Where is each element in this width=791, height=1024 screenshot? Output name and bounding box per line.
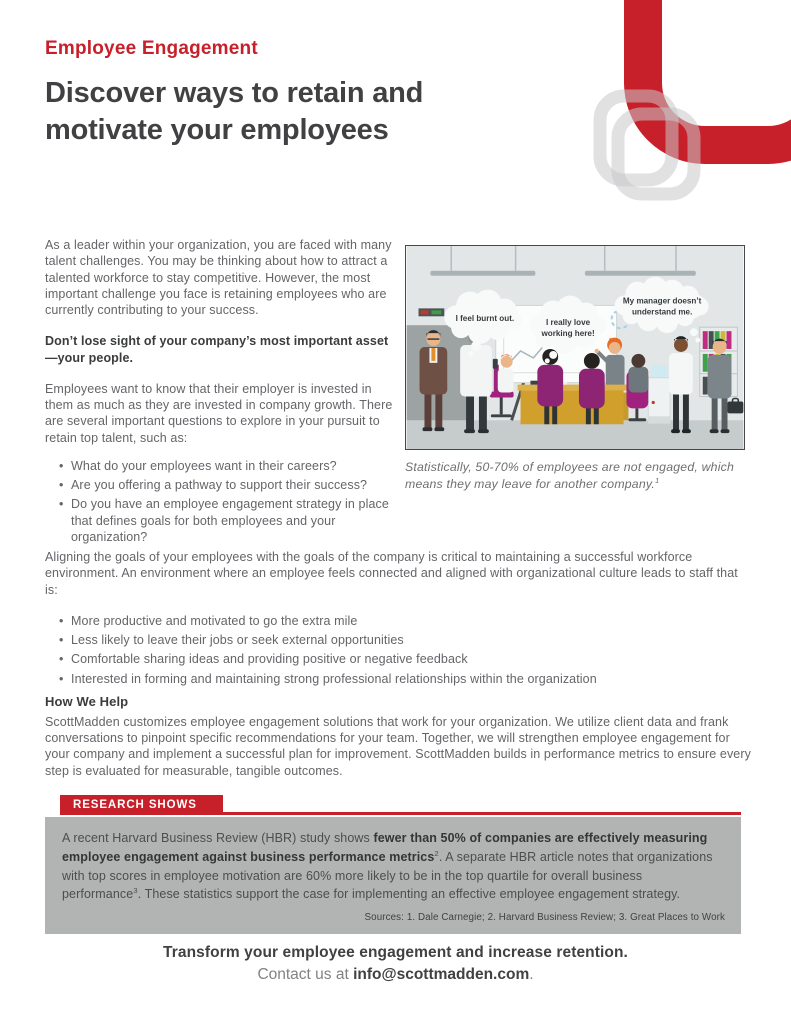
- office-figure: [405, 245, 745, 494]
- intro-column: [45, 237, 395, 548]
- how-we-help-section: [45, 694, 751, 779]
- page-title: Discover ways to retain and motivate your employees: [45, 77, 424, 146]
- bubble-text-3-line2: understand me.: [631, 307, 693, 317]
- light-fixture-right: [585, 271, 696, 276]
- list-item: • Interested in forming and maintaining strong professional relationships within the organization: [71, 671, 749, 687]
- eyebrow-heading: Employee Engagement: [45, 38, 258, 59]
- footnote-3: 3: [133, 886, 138, 896]
- bubble-text-2-line1: I really love: [545, 318, 591, 328]
- list-item: • Less likely to leave their jobs or seek external opportunities: [71, 632, 749, 648]
- brand-corner-shapes: [541, 0, 791, 235]
- how-we-help-paragraph: ScottMadden customizes employee engagement solutions that work for your organization. We utilize client data and frank conversations to pinpoint specific recommendations for your team. Together, we will strengthen employee engagement for your company and implement a successful plan for improvement. ScottMadden builds in performance metrics to ensure every step is evaluated for measurable, tangible outcomes.: [45, 714, 751, 778]
- alignment-paragraph: Aligning the goals of your employees with the goals of the company is critical to maintaining a successful workforce environment. An environment where an employee feels connected and aligned with organizational culture leads to staff that is:: [45, 550, 738, 597]
- list-item: • Comfortable sharing ideas and providing positive or negative feedback: [71, 651, 749, 667]
- research-text: . These statistics support the case for implementing an effective employee engagement strategy.: [137, 887, 681, 902]
- footnote-2: 2: [434, 848, 439, 858]
- research-text-bold: fewer than 50% of companies are effectively measuring employee engagement against business performance metrics: [62, 831, 708, 864]
- research-section: [45, 795, 741, 934]
- intro-paragraph-2: Employees want to know that their employer is invested in them as much as they are invested in company growth. There are several important questions to explore in your pursuit to retain top talent, such as:: [45, 381, 393, 445]
- list-item: • Are you offering a pathway to support their success?: [71, 477, 395, 493]
- bubble-text-2-line2: working here!: [541, 329, 595, 339]
- research-text: A recent Harvard Business Review (HBR) study shows: [62, 831, 374, 845]
- cta-prefix: Contact us at: [257, 966, 354, 983]
- cta-headline: Transform your employee engagement and increase retention.: [163, 944, 628, 961]
- office-illustration: [405, 245, 745, 450]
- bubble-text-3-line1: My manager doesn’t: [622, 296, 702, 306]
- cta-suffix: .: [529, 966, 534, 983]
- water-cooler: [648, 365, 670, 423]
- caption-text: Statistically, 50-70% of employees are not engaged, which means they may leave for another company.: [405, 460, 735, 492]
- header: [45, 38, 565, 149]
- cta-section: [0, 944, 791, 984]
- cta-contact-line: [0, 966, 791, 984]
- caption-footnote: 1: [654, 476, 660, 486]
- research-shows-label: RESEARCH SHOWS: [60, 795, 223, 815]
- meeting-desk: [518, 381, 627, 425]
- contact-email-link[interactable]: info@scottmadden.com: [353, 966, 530, 983]
- list-item: • What do your employees want in their careers?: [71, 458, 395, 474]
- list-item: • Do you have an employee engagement strategy in place that defines goals for both employees and your organization?: [71, 496, 395, 545]
- red-corner-band: [643, 0, 791, 145]
- light-fixture-left: [430, 271, 535, 276]
- how-we-help-heading: How We Help: [45, 694, 129, 709]
- sources-line: Sources: 1. Dale Carnegie; 2. Harvard Business Review; 3. Great Places to Work: [364, 912, 725, 923]
- alignment-section: [45, 549, 749, 690]
- wall-sign: [419, 308, 445, 316]
- figure-caption: [405, 459, 745, 494]
- floor: [407, 420, 744, 449]
- intro-callout: Don’t lose sight of your company’s most important asset—your people.: [45, 334, 389, 365]
- research-text: . A separate HBR article notes that organizations with top scores in employee motivation are 60% more likely to be in the top quartile for overall business performance: [62, 849, 713, 902]
- research-box: [45, 817, 741, 934]
- bubble-text-1: I feel burnt out.: [455, 314, 515, 324]
- alignment-bullet-list: [45, 613, 749, 687]
- list-item: • More productive and motivated to go the extra mile: [71, 613, 749, 629]
- intro-bullet-list: [45, 458, 395, 545]
- intro-paragraph-1: As a leader within your organization, you are faced with many talent challenges. You may be thinking about how to attract a talented workforce to stay competitive. However, the most important challenge you face is retaining employees who are currently contributing to your success.: [45, 238, 392, 317]
- brand-corner-graphic: [541, 0, 791, 235]
